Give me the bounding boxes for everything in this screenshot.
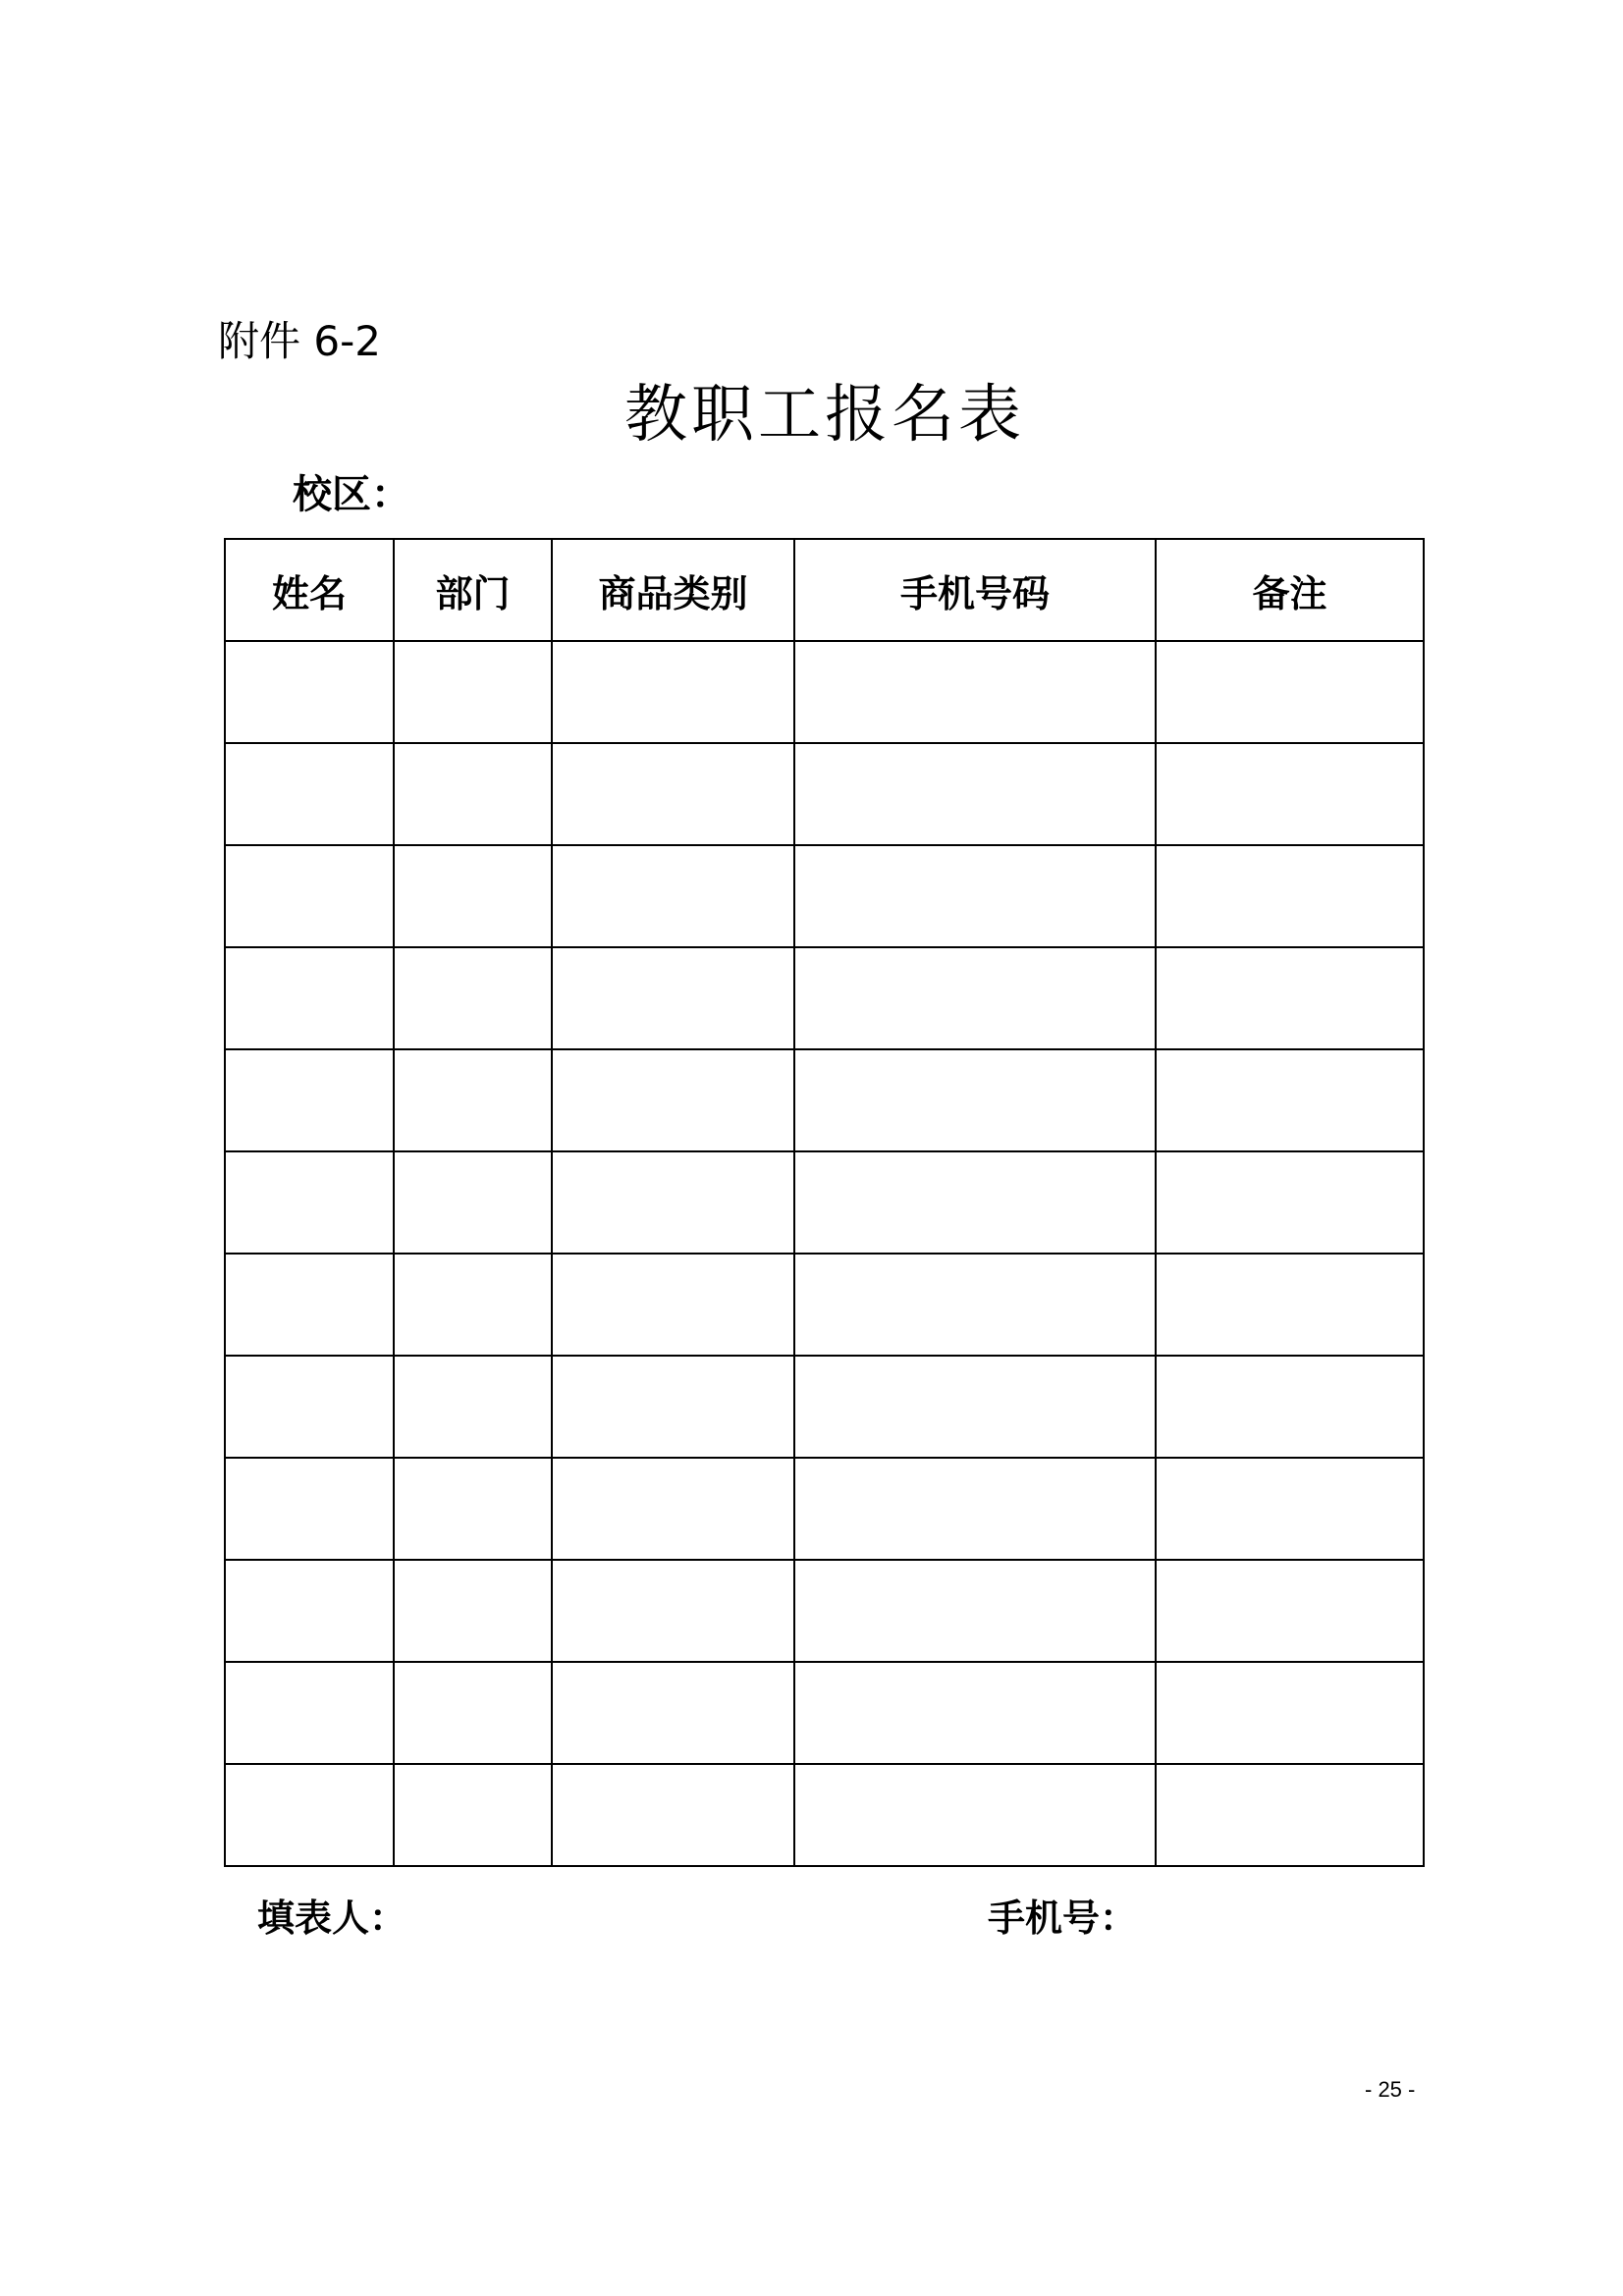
table-row — [225, 1560, 1424, 1662]
table-cell-department[interactable] — [394, 1764, 552, 1866]
column-header-phone-number: 手机号码 — [794, 539, 1156, 641]
table-cell-product-category[interactable] — [552, 947, 794, 1049]
table-cell-remarks[interactable] — [1156, 1356, 1424, 1458]
table-cell-product-category[interactable] — [552, 1254, 794, 1356]
table-cell-phone-number[interactable] — [794, 1254, 1156, 1356]
attachment-label: 附件 6-2 — [218, 317, 381, 365]
table-cell-phone-number[interactable] — [794, 947, 1156, 1049]
page-number: - 25 - — [1365, 2077, 1416, 2102]
table-row — [225, 1254, 1424, 1356]
table-cell-phone-number[interactable] — [794, 641, 1156, 743]
table-cell-remarks[interactable] — [1156, 1254, 1424, 1356]
table-cell-department[interactable] — [394, 641, 552, 743]
table-cell-department[interactable] — [394, 845, 552, 947]
table-cell-remarks[interactable] — [1156, 1560, 1424, 1662]
table-row — [225, 1764, 1424, 1866]
filler-label: 填表人： — [257, 1896, 407, 1940]
table-cell-product-category[interactable] — [552, 743, 794, 845]
table-row — [225, 1356, 1424, 1458]
table-cell-phone-number[interactable] — [794, 1356, 1156, 1458]
table-cell-remarks[interactable] — [1156, 947, 1424, 1049]
table-cell-product-category[interactable] — [552, 1458, 794, 1560]
table-cell-name[interactable] — [225, 641, 394, 743]
table-cell-phone-number[interactable] — [794, 845, 1156, 947]
table-row — [225, 1049, 1424, 1151]
table-row — [225, 1151, 1424, 1254]
table-header-row — [225, 539, 1424, 641]
table-cell-product-category[interactable] — [552, 1049, 794, 1151]
table-cell-product-category[interactable] — [552, 1560, 794, 1662]
table-cell-department[interactable] — [394, 1458, 552, 1560]
table-row — [225, 1662, 1424, 1764]
table-cell-department[interactable] — [394, 1254, 552, 1356]
column-header-remarks: 备注 — [1156, 539, 1424, 641]
table-cell-product-category[interactable] — [552, 1151, 794, 1254]
column-header-product-category: 商品类别 — [552, 539, 794, 641]
table-cell-remarks[interactable] — [1156, 743, 1424, 845]
table-cell-remarks[interactable] — [1156, 1151, 1424, 1254]
table-cell-department[interactable] — [394, 1662, 552, 1764]
table-cell-department[interactable] — [394, 1560, 552, 1662]
table-cell-product-category[interactable] — [552, 845, 794, 947]
table-cell-remarks[interactable] — [1156, 641, 1424, 743]
table-cell-department[interactable] — [394, 1356, 552, 1458]
table-cell-remarks[interactable] — [1156, 845, 1424, 947]
table-cell-remarks[interactable] — [1156, 1458, 1424, 1560]
column-header-department: 部门 — [394, 539, 552, 641]
phone-label: 手机号： — [988, 1896, 1138, 1940]
table-cell-product-category[interactable] — [552, 1356, 794, 1458]
table-cell-product-category[interactable] — [552, 1764, 794, 1866]
table-row — [225, 743, 1424, 845]
table-cell-product-category[interactable] — [552, 641, 794, 743]
table-cell-name[interactable] — [225, 1049, 394, 1151]
form-title: 教职工报名表 — [624, 379, 1025, 452]
registration-table — [224, 538, 1425, 1867]
table-cell-name[interactable] — [225, 947, 394, 1049]
table-cell-name[interactable] — [225, 1356, 394, 1458]
table-cell-department[interactable] — [394, 947, 552, 1049]
table-body — [225, 641, 1424, 1866]
table-cell-name[interactable] — [225, 845, 394, 947]
table-cell-phone-number[interactable] — [794, 1662, 1156, 1764]
table-cell-department[interactable] — [394, 743, 552, 845]
table-cell-phone-number[interactable] — [794, 1151, 1156, 1254]
table-cell-name[interactable] — [225, 1458, 394, 1560]
table-cell-remarks[interactable] — [1156, 1049, 1424, 1151]
table-cell-name[interactable] — [225, 1151, 394, 1254]
table-cell-phone-number[interactable] — [794, 1458, 1156, 1560]
table-cell-phone-number[interactable] — [794, 1049, 1156, 1151]
table-cell-phone-number[interactable] — [794, 1560, 1156, 1662]
campus-label: 校区： — [293, 472, 410, 517]
table-cell-remarks[interactable] — [1156, 1764, 1424, 1866]
table-row — [225, 845, 1424, 947]
table-cell-remarks[interactable] — [1156, 1662, 1424, 1764]
table-cell-name[interactable] — [225, 1764, 394, 1866]
table-cell-phone-number[interactable] — [794, 1764, 1156, 1866]
table-cell-name[interactable] — [225, 743, 394, 845]
table-row — [225, 947, 1424, 1049]
table-cell-name[interactable] — [225, 1560, 394, 1662]
table-cell-phone-number[interactable] — [794, 743, 1156, 845]
table-cell-department[interactable] — [394, 1151, 552, 1254]
table-cell-name[interactable] — [225, 1254, 394, 1356]
table-cell-department[interactable] — [394, 1049, 552, 1151]
table-cell-product-category[interactable] — [552, 1662, 794, 1764]
table-row — [225, 1458, 1424, 1560]
table-row — [225, 641, 1424, 743]
table-cell-name[interactable] — [225, 1662, 394, 1764]
column-header-name: 姓名 — [225, 539, 394, 641]
